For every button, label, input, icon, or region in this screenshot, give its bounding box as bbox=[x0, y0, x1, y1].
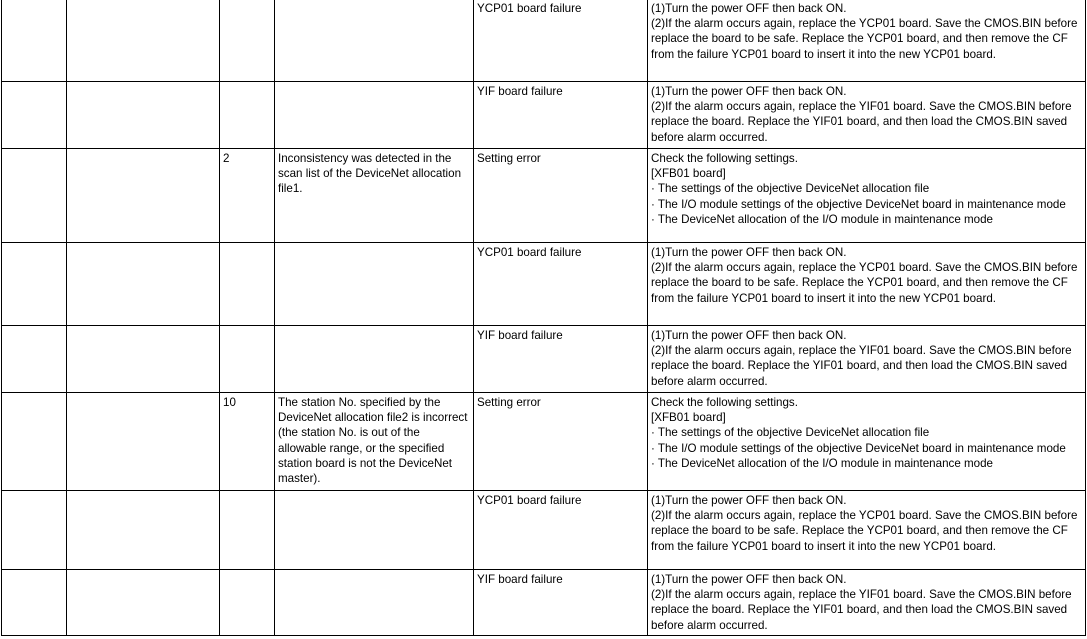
action-line: (2)If the alarm occurs again, replace the YCP01 board. Save the CMOS.BIN before replace the board to be safe. Replace the YCP01 board, and then remove the CF from the failure YCP01 board to insert it into the new YCP01 board. bbox=[651, 261, 1078, 305]
alarm-code-cell bbox=[2, 82, 67, 149]
action-line: · The DeviceNet allocation of the I/O module in maintenance mode bbox=[651, 212, 993, 226]
action-line: Check the following settings. bbox=[651, 396, 798, 409]
description-cell bbox=[275, 491, 474, 570]
alarm-code-cell bbox=[2, 491, 67, 570]
action-line: (1)Turn the power OFF then back ON. bbox=[651, 494, 847, 507]
alarm-code-cell bbox=[2, 570, 67, 636]
action-line: (2)If the alarm occurs again, replace the YCP01 board. Save the CMOS.BIN before replace the board to be safe. Replace the YCP01 board, and then remove the CF from the failure YCP01 board to insert it into the new YCP01 board. bbox=[651, 509, 1078, 553]
table-row bbox=[2, 326, 1086, 393]
table-row bbox=[2, 570, 1086, 636]
action-line: (2)If the alarm occurs again, replace the YIF01 board. Save the CMOS.BIN before replace the board. Replace the YIF01 board, and then load the CMOS.BIN saved before alarm occurred. bbox=[651, 588, 1072, 632]
description-cell bbox=[275, 82, 474, 149]
alarm-table bbox=[1, 0, 1086, 636]
sub-code-cell bbox=[220, 570, 275, 636]
action-line: · The settings of the objective DeviceNet allocation file bbox=[651, 426, 930, 440]
table-row bbox=[2, 491, 1086, 570]
alarm-code-cell bbox=[2, 393, 67, 491]
action-line: (2)If the alarm occurs again, replace the YCP01 board. Save the CMOS.BIN before replace the board to be safe. Replace the YCP01 board, and then remove the CF from the failure YCP01 board to insert it into the new YCP01 board. bbox=[651, 17, 1078, 61]
sub-code-cell: 2 bbox=[220, 149, 275, 243]
action-line: · The I/O module settings of the objective DeviceNet board in maintenance mode bbox=[651, 441, 1066, 455]
blank-cell bbox=[67, 570, 220, 636]
sub-code-cell bbox=[220, 0, 275, 82]
action-line: (1)Turn the power OFF then back ON. bbox=[651, 329, 847, 342]
sub-code-cell bbox=[220, 82, 275, 149]
action-line: [XFB01 board] bbox=[651, 411, 726, 425]
alarm-code-cell bbox=[2, 243, 67, 326]
alarm-table-body bbox=[2, 0, 1086, 636]
description-cell bbox=[275, 570, 474, 636]
blank-cell bbox=[67, 149, 220, 243]
table-row bbox=[2, 243, 1086, 326]
description-cell bbox=[275, 243, 474, 326]
description-cell bbox=[275, 0, 474, 82]
blank-cell bbox=[67, 0, 220, 82]
description-cell: Inconsistency was detected in the scan list of the DeviceNet allocation file1. bbox=[275, 149, 474, 243]
action-cell bbox=[648, 0, 1086, 82]
action-line: · The DeviceNet allocation of the I/O module in maintenance mode bbox=[651, 456, 993, 470]
sub-code-cell bbox=[220, 491, 275, 570]
action-cell bbox=[648, 149, 1086, 243]
sub-code-cell bbox=[220, 243, 275, 326]
blank-cell bbox=[67, 243, 220, 326]
alarm-code-cell bbox=[2, 326, 67, 393]
action-cell bbox=[648, 570, 1086, 636]
action-cell bbox=[648, 243, 1086, 326]
cause-cell: YIF board failure bbox=[474, 570, 648, 636]
blank-cell bbox=[67, 326, 220, 393]
cause-cell: YCP01 board failure bbox=[474, 243, 648, 326]
action-cell bbox=[648, 491, 1086, 570]
action-line: (2)If the alarm occurs again, replace the YIF01 board. Save the CMOS.BIN before replace the board. Replace the YIF01 board, and then load the CMOS.BIN saved before alarm occurred. bbox=[651, 344, 1072, 388]
alarm-code-cell bbox=[2, 149, 67, 243]
description-cell bbox=[275, 326, 474, 393]
cause-cell: Setting error bbox=[474, 149, 648, 243]
table-row bbox=[2, 82, 1086, 149]
action-line: (1)Turn the power OFF then back ON. bbox=[651, 2, 847, 15]
action-line: (1)Turn the power OFF then back ON. bbox=[651, 246, 847, 259]
table-row bbox=[2, 393, 1086, 491]
cause-cell: YCP01 board failure bbox=[474, 491, 648, 570]
action-line: (1)Turn the power OFF then back ON. bbox=[651, 573, 847, 586]
blank-cell bbox=[67, 491, 220, 570]
action-line: · The settings of the objective DeviceNet allocation file bbox=[651, 182, 930, 196]
action-line: (2)If the alarm occurs again, replace the YIF01 board. Save the CMOS.BIN before replace the board. Replace the YIF01 board, and then load the CMOS.BIN saved before alarm occurred. bbox=[651, 100, 1072, 144]
action-line: [XFB01 board] bbox=[651, 167, 726, 181]
cause-cell: YIF board failure bbox=[474, 82, 648, 149]
cause-cell: Setting error bbox=[474, 393, 648, 491]
action-line: Check the following settings. bbox=[651, 152, 798, 165]
description-cell: The station No. specified by the DeviceNet allocation file2 is incorrect (the station No. is out of the allowable range, or the specified station board is not the DeviceNet master). bbox=[275, 393, 474, 491]
cause-cell: YIF board failure bbox=[474, 326, 648, 393]
sub-code-cell: 10 bbox=[220, 393, 275, 491]
cause-cell: YCP01 board failure bbox=[474, 0, 648, 82]
alarm-code-cell bbox=[2, 0, 67, 82]
action-cell bbox=[648, 326, 1086, 393]
table-row bbox=[2, 149, 1086, 243]
action-cell bbox=[648, 393, 1086, 491]
blank-cell bbox=[67, 393, 220, 491]
action-line: (1)Turn the power OFF then back ON. bbox=[651, 85, 847, 98]
action-line: · The I/O module settings of the objective DeviceNet board in maintenance mode bbox=[651, 197, 1066, 211]
sub-code-cell bbox=[220, 326, 275, 393]
action-cell bbox=[648, 82, 1086, 149]
table-row bbox=[2, 0, 1086, 82]
blank-cell bbox=[67, 82, 220, 149]
